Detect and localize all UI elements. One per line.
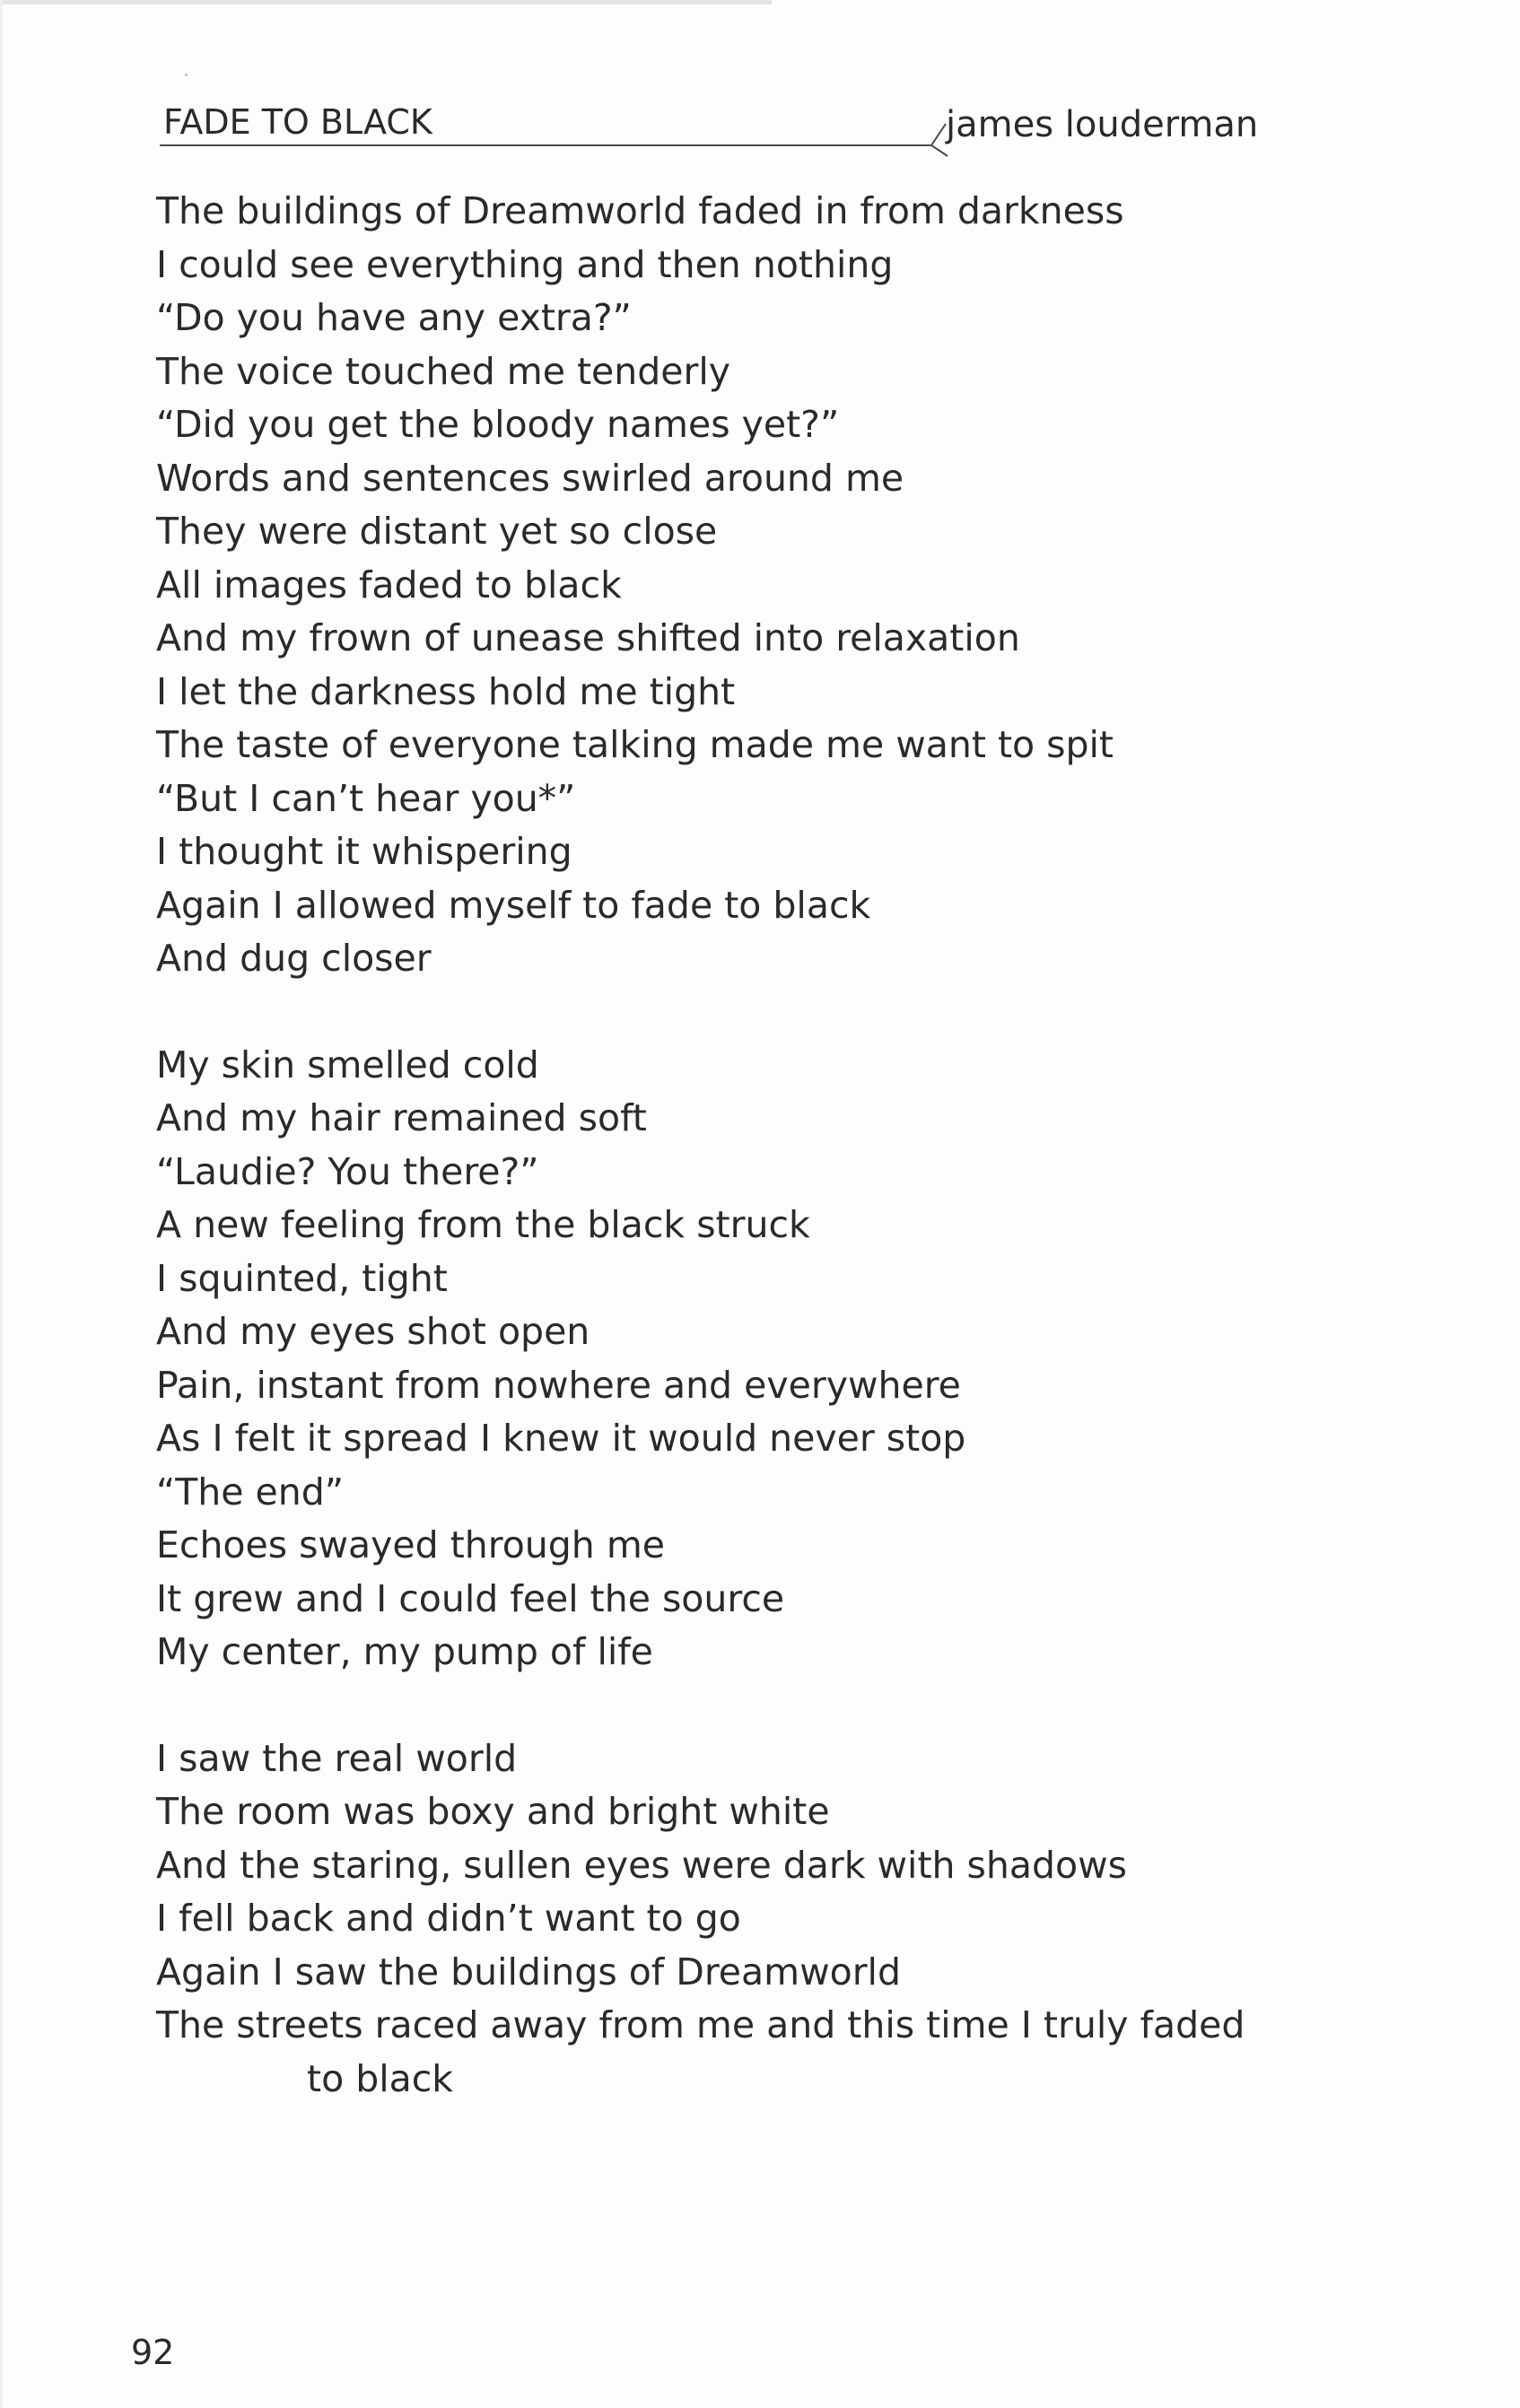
poem-line: My skin smelled cold xyxy=(156,1043,539,1086)
scan-speck xyxy=(185,74,188,76)
poem-line: Echoes swayed through me xyxy=(156,1523,665,1566)
poem-body xyxy=(156,185,1341,2106)
poem-line: I saw the real world xyxy=(156,1736,518,1780)
poem-line: “Do you have any extra?” xyxy=(156,296,632,339)
poem-line: They were distant yet so close xyxy=(156,510,718,553)
poem-line: I could see everything and then nothing xyxy=(156,242,894,286)
poem-line: It grew and I could feel the source xyxy=(156,1576,785,1620)
page-left-edge xyxy=(0,0,3,2408)
poem-header xyxy=(160,99,1272,161)
poem-line: Again I saw the buildings of Dreamworld xyxy=(156,1950,901,1994)
poem-line: I let the darkness hold me tight xyxy=(156,669,736,713)
poem-line: All images faded to black xyxy=(156,563,622,606)
poem-line: Pain, instant from nowhere and everywhere xyxy=(156,1363,961,1407)
page-top-edge xyxy=(0,0,772,4)
poem-line: The voice touched me tenderly xyxy=(156,349,731,393)
poem-line: A new feeling from the black struck xyxy=(156,1203,810,1246)
poem-line: “The end” xyxy=(156,1470,345,1514)
poem-line: My center, my pump of life xyxy=(156,1630,653,1673)
poem-line: And the staring, sullen eyes were dark with shadows xyxy=(156,1843,1128,1887)
poem-line: I thought it whispering xyxy=(156,830,572,873)
poem-line: I fell back and didn’t want to go xyxy=(156,1897,741,1940)
poem-title: FADE TO BLACK xyxy=(163,102,432,142)
poem-line: “But I can’t hear you*” xyxy=(156,776,576,820)
stanza-2 xyxy=(156,1039,1341,1679)
poem-line: “Did you get the bloody names yet?” xyxy=(156,403,840,446)
poem-line: “Laudie? You there?” xyxy=(156,1149,539,1193)
poem-line: And my eyes shot open xyxy=(156,1310,590,1353)
poem-line: And dug closer xyxy=(156,937,432,980)
poem-line: I squinted, tight xyxy=(156,1256,448,1300)
poem-line-continuation: to black xyxy=(307,2056,454,2100)
poem-line: As I felt it spread I knew it would never stop xyxy=(156,1417,966,1460)
poem-line: The taste of everyone talking made me want to spit xyxy=(156,723,1114,766)
poem-line: Again I allowed myself to fade to black xyxy=(156,883,871,927)
poem-line: The streets raced away from me and this time I truly faded xyxy=(156,2003,1245,2046)
poem-line: The buildings of Dreamworld faded in from darkness xyxy=(156,189,1124,232)
poem-line: The room was boxy and bright white xyxy=(156,1790,830,1833)
title-rule xyxy=(160,144,931,146)
poem-line: And my frown of unease shifted into relaxation xyxy=(156,616,1020,659)
page-number: 92 xyxy=(131,2333,175,2372)
stanza-3 xyxy=(156,1732,1341,2107)
poem-author: james louderman xyxy=(946,104,1259,145)
stanza-1 xyxy=(156,185,1341,986)
poem-line: And my hair remained soft xyxy=(156,1096,647,1139)
poem-line: Words and sentences swirled around me xyxy=(156,456,904,500)
